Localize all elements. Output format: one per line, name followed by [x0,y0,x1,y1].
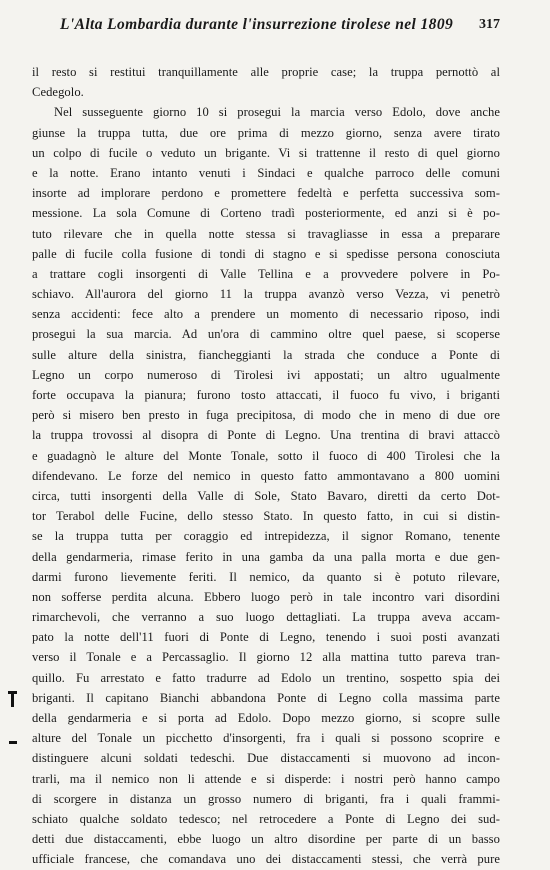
text-line: palle di fucile colla fusione di tondi di stagno e si spedisse persona conosciuta [32,246,500,261]
text-line: e guadagnò le alture del Monte Tonale, sotto il fuoco di 400 Tirolesi che la [32,448,500,463]
text-line: messione. La sola Comune di Corteno tradì posteriormente, ed anzi si è po- [32,206,500,221]
running-title: L'Alta Lombardia durante l'insurrezione tirolese nel 1809 [60,16,454,33]
text-line: della gendarmeria, rimase ferito in una gamba da una palla morta e due gen- [32,549,500,564]
text-line: sulle alture della sinistra, fiancheggianti la strada che conduce a Ponte di [32,347,500,362]
text-line: briganti. Il capitano Bianchi abbandona Ponte di Legno colla massima parte [32,690,500,705]
text-line: prosegui la sua marcia. Ad un'ora di cammino oltre quel paese, si scoperse [32,327,500,342]
text-line: rimarchevoli, che verranno a suo luogo dettagliati. La truppa aveva accam- [32,610,500,625]
text-line: tuto rilevare che in quella notte stessa si travagliasse in essa a preparare [32,226,500,241]
text-line: trarli, ma il nemico non li attende e si disperde: i nostri però hanno campo [32,771,500,786]
text-line: insorte ad implorare perdono e promettere fedeltà e perfetta successiva som- [32,186,500,201]
text-line: e la notte. Erano intanto venuti i Sindaci e qualche parroco delle comuni [32,165,500,180]
page-number: 317 [479,17,500,32]
text-line: però si misero ben presto in fuga precipitosa, di modo che in meno di due ore [32,408,500,423]
text-line: pato la notte dell'11 fuori di Ponte di Legno, tenendo i suoi posti avanzati [32,630,500,645]
page-header [60,16,500,38]
text-line: forte occupava la pianura; furono tosto attaccati, il fuoco fu vivo, i briganti [32,388,500,402]
text-line: circa, tutti insorgenti della Valle di Sole, Stato Bavaro, diretti da certo Dot- [32,488,500,503]
text-line: schiavo. All'aurora del giorno 11 la truppa avanzò verso Vezza, vi penetrò [32,287,500,302]
text-line: se la truppa tutta per coraggio ed intrepidezza, il signor Romano, tenente [32,529,500,544]
text-line: ufficiale francese, che comandava uno dei distaccamenti stessi, che verrà pure [32,852,500,867]
text-line: detti due distaccamenti, ebbe luogo un altro disordine per parte di un basso [32,832,500,847]
text-line: Legno un corpo numeroso di Tirolesi ivi appostati; un altro ugualmente [32,367,500,382]
text-line: Cedegolo. [32,85,84,100]
text-line: la truppa trovossi al disopra di Ponte di Legno. Una trentina di bravi attaccò [32,428,500,443]
text-line: schiato qualche soldato tedesco; nel retrocedere a Ponte di Legno dei sud- [32,811,500,826]
text-line: verso il Tonale e a Percassaglio. Il giorno 12 alla mattina tutto pareva tran- [32,650,500,665]
text-line: difendevano. Le forze del nemico in questo fatto ammontavano a 800 uomini [32,468,500,483]
text-line: alture del Tonale un picchetto d'insorgenti, fra i quali si possono scoprire e [32,731,500,746]
margin-mark [11,691,14,707]
text-line: distinguere alcuni soldati tedeschi. Due distaccamenti si muovono ad incon- [32,751,500,766]
margin-dash [9,741,17,744]
text-line: a trattare cogli insorgenti di Valle Tellina e a provvedere polvere in Po- [32,266,500,281]
text-line: della gendarmeria e si porta ad Edolo. Dopo mezzo giorno, si scopre sulle [32,711,500,725]
text-line: tor Terabol delle Fucine, dello stesso Stato. In questo fatto, in cui si distin- [32,509,500,524]
text-line: giunse la truppa tutta, due ore prima di mezzo giorno, senza avere tirato [32,125,500,140]
text-line: senza accidenti: fece alto a prendere un momento di necessario riposo, indi [32,307,500,322]
body-text [32,62,500,870]
text-line: il resto si restitui tranquillamente alle proprie case; la truppa pernottò al [32,65,500,79]
text-line: darmi furono lievemente feriti. Il nemico, da quanto si è potuto rilevare, [32,569,500,584]
text-line: di scorgere in distanza un grosso numero di briganti, fra i quali frammi- [32,791,500,806]
text-line: quillo. Fu arrestato e fatto tradurre ad Edolo un trentino, sospetto spia dei [32,670,500,685]
text-line: Nel susseguente giorno 10 si prosegui la marcia verso Edolo, dove anche [54,105,500,120]
text-line: un colpo di fucile o veduto un brigante. Vi si trattenne il resto di quel giorno [32,145,500,160]
text-line: non sofferse perdita alcuna. Ebbero luogo però in tale incontro vari disordini [32,589,500,604]
